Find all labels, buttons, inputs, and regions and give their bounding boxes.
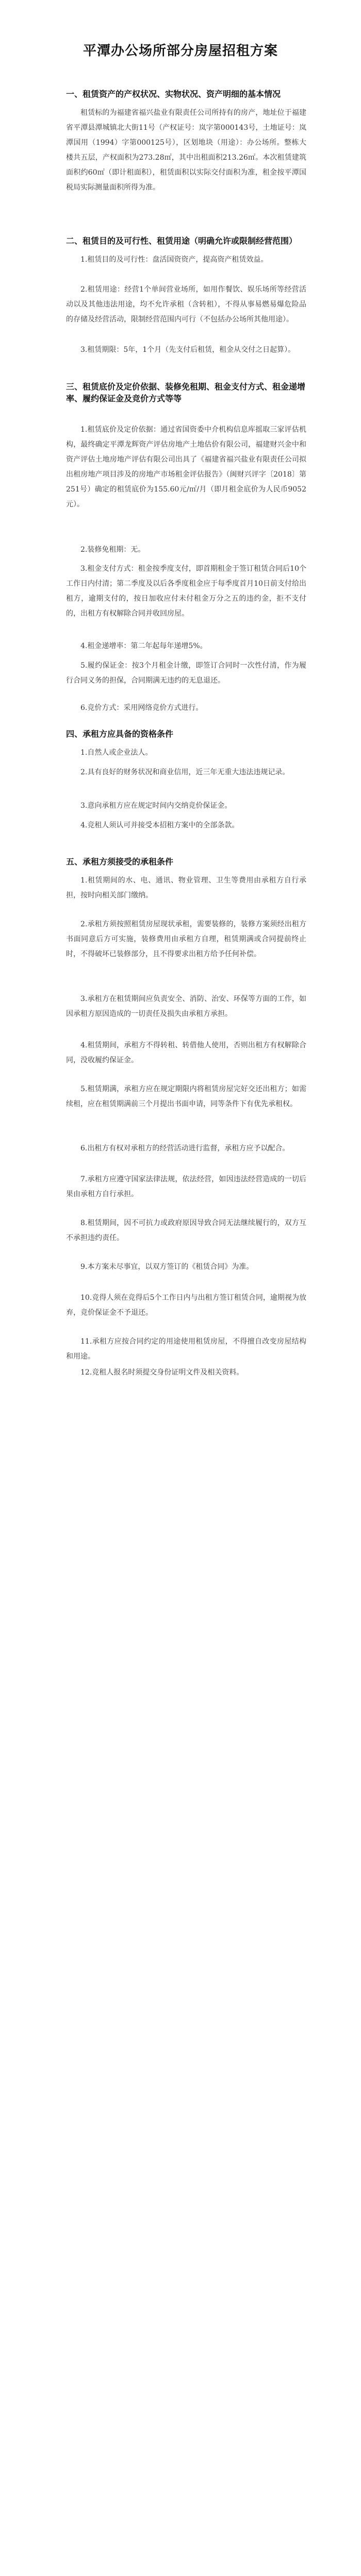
section-heading-5: 五、承租方须接受的承租条件 (66, 857, 174, 867)
paragraph-4: 3.租赁期限：5年，1个月（先支付后租赁，租金从交付之日起算）。 (80, 346, 296, 354)
paragraph-5: 1.租赁底价及定价依据：通过省国资委中介机构信息库摇取三家评估机构，最终确定平潭龙辉资产评估房地产土地估价有限公司，福建财兴金中和资产评估土地房地产评估有限公司出具了《福建省福兴盐业有限责任公司拟出租房地产项目涉及的房地产市场租金评估报告》（闽财兴评字〔2018〕第251号）确定的租赁底价为155.60元/㎡/月（即月租金底价为人民币9052元）。 (66, 426, 306, 509)
paragraph-9: 5.履约保证金：按3个月租金计缴，即签订合同时一次性付清，作为履行合同义务的担保，合同期满无违约的无息退还。 (66, 662, 306, 685)
paragraph-23: 9.本方案未尽事宜，以双方签订的《租赁合同》为准。 (80, 1263, 254, 1271)
paragraph-20: 6.出租方有权对承租方的经营活动进行监督，承租方应予以配合。 (80, 1144, 290, 1153)
paragraph-19: 5.租赁期满，承租方应在规定期限内将租赁房屋完好交还出租方；如需续租，应在租赁期满前三个月提出书面申请，同等条件下有优先承租权。 (66, 1085, 306, 1108)
paragraph-16: 2.承租方须按照租赁房屋现状承租，需要装修的，装修方案须经出租方书面同意后方可实施，装修费用由承租方自理，租赁期满或合同提前终止时，不得破坏已装修部分，且不得要求出租方给予任何补偿。 (66, 920, 306, 958)
paragraph-21: 7.承租方应遵守国家法律法规，依法经营，如因违法经营造成的一切后果由承租方自行承担。 (66, 1175, 306, 1198)
section-heading-2: 二、租赁目的及可行性、租赁用途（明确允许或限制经营范围） (66, 236, 298, 246)
paragraph-6: 2.装修免租期：无。 (80, 546, 145, 554)
paragraph-7: 3.租金支付方式：租金按季度支付，即首期租金于签订租赁合同后10个工作日内付清；第二季度及以后各季度租金应于每季度首月10日前支付给出租方，逾期支付的，按日加收应付未付租金万分之五的违约金，拒不支付的，出租方有权解除合同并收回房屋。 (66, 565, 306, 618)
paragraph-3: 2.租赁用途：经营1个单间营业场所，如用作餐饮、娱乐场所等经营活动以及其他违法用途，均不允许承租（含转租），不得从事易燃易爆危险品的存储及经营活动，限制经营范围内可行（不包括办公场所其他用途）。 (66, 285, 306, 324)
paragraph-13: 3.意向承租方应在规定时间内交纳竞价保证金。 (80, 802, 232, 810)
paragraph-10: 6.竞价方式：采用网络竞价方式进行。 (80, 704, 203, 712)
paragraph-17: 3.承租方在租赁期间应负责安全、消防、治安、环保等方面的工作，如因承租方原因造成的一切责任及损失由承租方承担。 (66, 995, 306, 1018)
paragraph-24: 10.竞得人须在竞得后5个工作日内与出租方签订租赁合同，逾期视为放弃，竞价保证金不予退还。 (66, 1294, 306, 1317)
paragraph-18: 4.租赁期间，承租方不得转租、转借他人使用，否则出租方有权解除合同，没收履约保证金。 (66, 1041, 306, 1064)
section-heading-4: 四、承租方应具备的资格条件 (66, 729, 174, 739)
section-heading-1: 一、租赁资产的产权状况、实物状况、资产明细的基本情况 (66, 89, 281, 99)
section-heading-3: 三、租赁底价及定价依据、装修免租期、租金支付方式、租金递增率、履约保证金及竞价方式等等 (66, 382, 306, 403)
paragraph-11: 1.自然人或企业法人。 (80, 749, 153, 757)
paragraph-26: 12.竞租人报名时须提交身份证明文件及相关资料。 (80, 1368, 244, 1377)
document-title: 平潭办公场所部分房屋招租方案 (83, 43, 278, 59)
paragraph-12: 2.具有良好的财务状况和商业信用，近三年无重大违法违规记录。 (80, 768, 290, 776)
paragraph-25: 11.承租方应按合同约定的用途使用租赁房屋，不得擅自改变房屋结构和用途。 (66, 1337, 306, 1361)
paragraph-14: 4.竞租人须认可并接受本招租方案中的全部条款。 (80, 821, 239, 829)
paragraph-8: 4.租金递增率：第二年起每年递增5%。 (80, 642, 207, 650)
paragraph-2: 1.租赁目的及可行性：盘活国资资产，提高资产租赁效益。 (80, 256, 268, 264)
paragraph-22: 8.租赁期间，因不可抗力或政府原因导致合同无法继续履行的，双方互不承担违约责任。 (66, 1219, 306, 1242)
paragraph-15: 1.租赁期间的水、电、通讯、物业管理、卫生等费用由承租方自行承担，按时向相关部门缴纳。 (66, 876, 306, 900)
paragraph-1: 租赁标的为福建省福兴盐业有限责任公司所持有的房产，地址位于福建省平潭县潭城镇北大街11号（产权证号：岚字第000143号，土地证号：岚潭国用（1994）字第000125号），区划地块（用途）：办公场所。整栋大楼共五层，产权面积为273.28㎡，其中出租面积213.26㎡。本次租赁建筑面积约60㎡（即计租面积），租赁面积以实际交付面积为准，租金按平潭国税局实际测量面积所得为准。 (66, 109, 306, 192)
